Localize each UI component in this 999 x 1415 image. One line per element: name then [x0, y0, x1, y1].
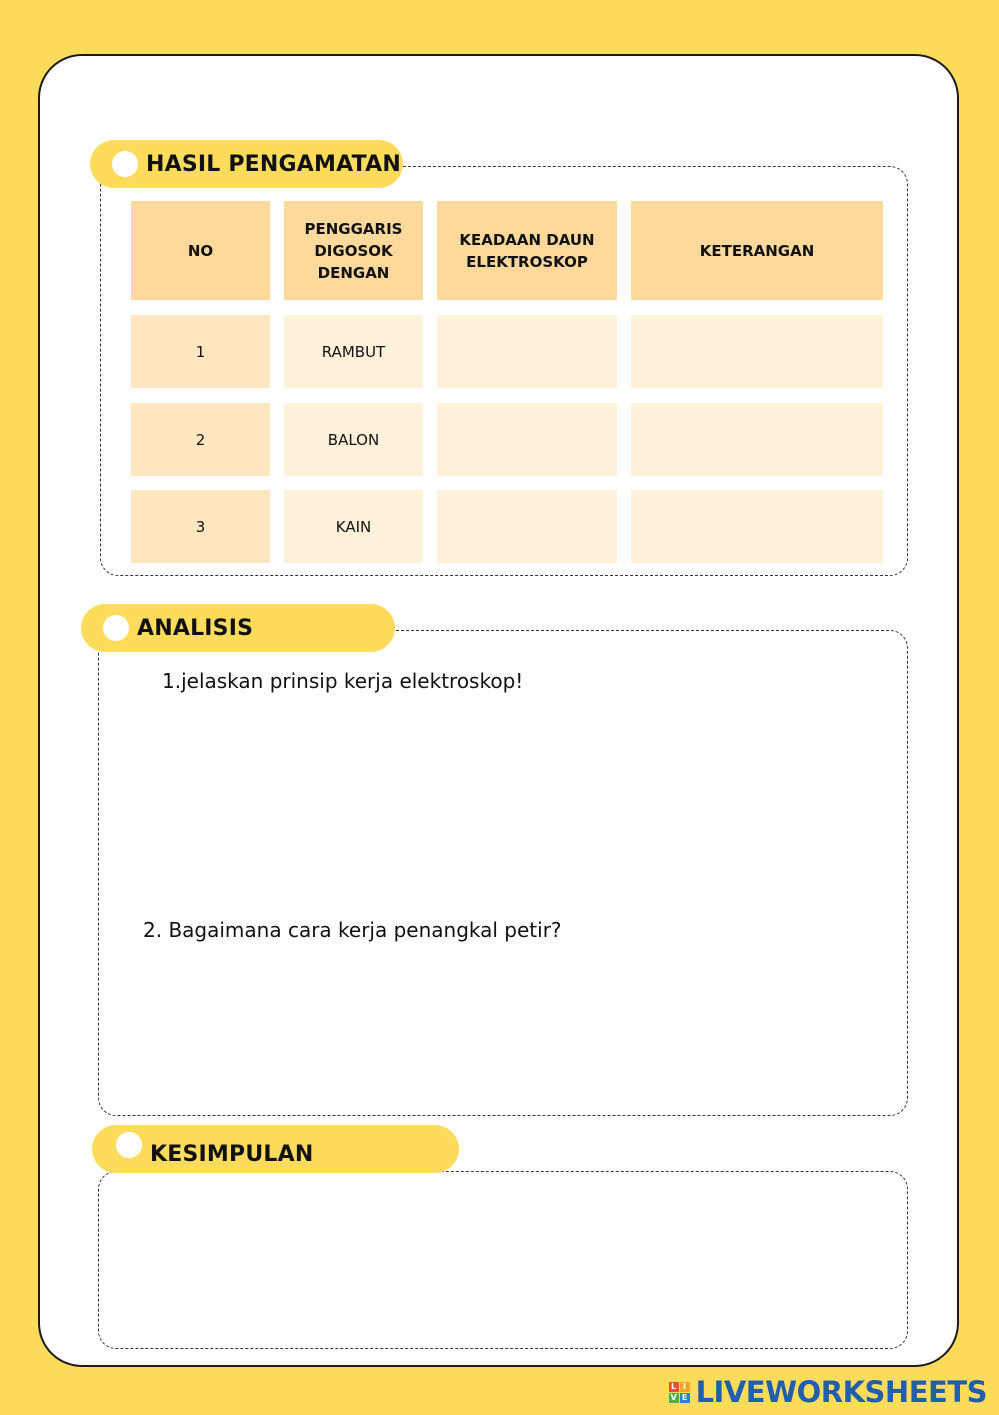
table-header-label: KEADAAN DAUN ELEKTROSKOP	[459, 230, 595, 271]
watermark-text: LIVEWORKSHEETS	[695, 1375, 987, 1409]
logo-letter: E	[680, 1393, 690, 1403]
table-cell-no	[131, 490, 270, 563]
table-cell-leaf-state-input[interactable]	[437, 315, 617, 388]
table-cell-no	[131, 315, 270, 388]
table-cell-notes-input[interactable]	[631, 490, 883, 563]
section-bullet-icon	[116, 1132, 142, 1158]
table-header-notes	[631, 201, 883, 300]
conclusion-section-tab	[92, 1125, 459, 1173]
cell-value: 1	[195, 342, 206, 361]
conclusion-box[interactable]	[98, 1171, 908, 1349]
table-cell-leaf-state-input[interactable]	[437, 490, 617, 563]
cell-value: RAMBUT	[321, 342, 386, 361]
section-bullet-icon	[112, 151, 138, 177]
table-header-label: NO	[187, 241, 214, 260]
table-cell-material	[284, 403, 423, 476]
liveworksheets-watermark	[669, 1374, 987, 1410]
table-header-label: KETERANGAN	[699, 241, 815, 260]
cell-value: BALON	[327, 430, 380, 449]
cell-value: 3	[195, 517, 206, 536]
conclusion-title: KESIMPULAN	[150, 1141, 314, 1167]
table-cell-material	[284, 490, 423, 563]
table-header-no	[131, 201, 270, 300]
table-header-label: PENGGARIS DIGOSOK DENGAN	[304, 219, 403, 282]
analysis-answer-1-area[interactable]	[140, 705, 880, 895]
analysis-question-1: 1.jelaskan prinsip kerja elektroskop!	[162, 669, 524, 693]
observation-section-tab	[90, 140, 403, 188]
table-cell-material	[284, 315, 423, 388]
liveworksheets-logo-icon	[669, 1382, 690, 1403]
analysis-question-2: 2. Bagaimana cara kerja penangkal petir?	[143, 918, 562, 942]
cell-value: 2	[195, 430, 206, 449]
logo-letter: V	[670, 1392, 677, 1402]
table-header-rubbed-with	[284, 201, 423, 300]
logo-letter: L	[669, 1382, 679, 1392]
observation-title: HASIL PENGAMATAN	[146, 151, 401, 177]
analysis-section-tab	[81, 604, 395, 652]
table-cell-notes-input[interactable]	[631, 315, 883, 388]
table-cell-notes-input[interactable]	[631, 403, 883, 476]
table-header-leaf-state	[437, 201, 617, 300]
cell-value: KAIN	[335, 517, 372, 536]
section-bullet-icon	[103, 615, 129, 641]
table-cell-no	[131, 403, 270, 476]
analysis-title: ANALISIS	[137, 615, 254, 641]
table-cell-leaf-state-input[interactable]	[437, 403, 617, 476]
analysis-answer-2-area[interactable]	[140, 955, 880, 1095]
logo-letter: I	[680, 1382, 690, 1392]
